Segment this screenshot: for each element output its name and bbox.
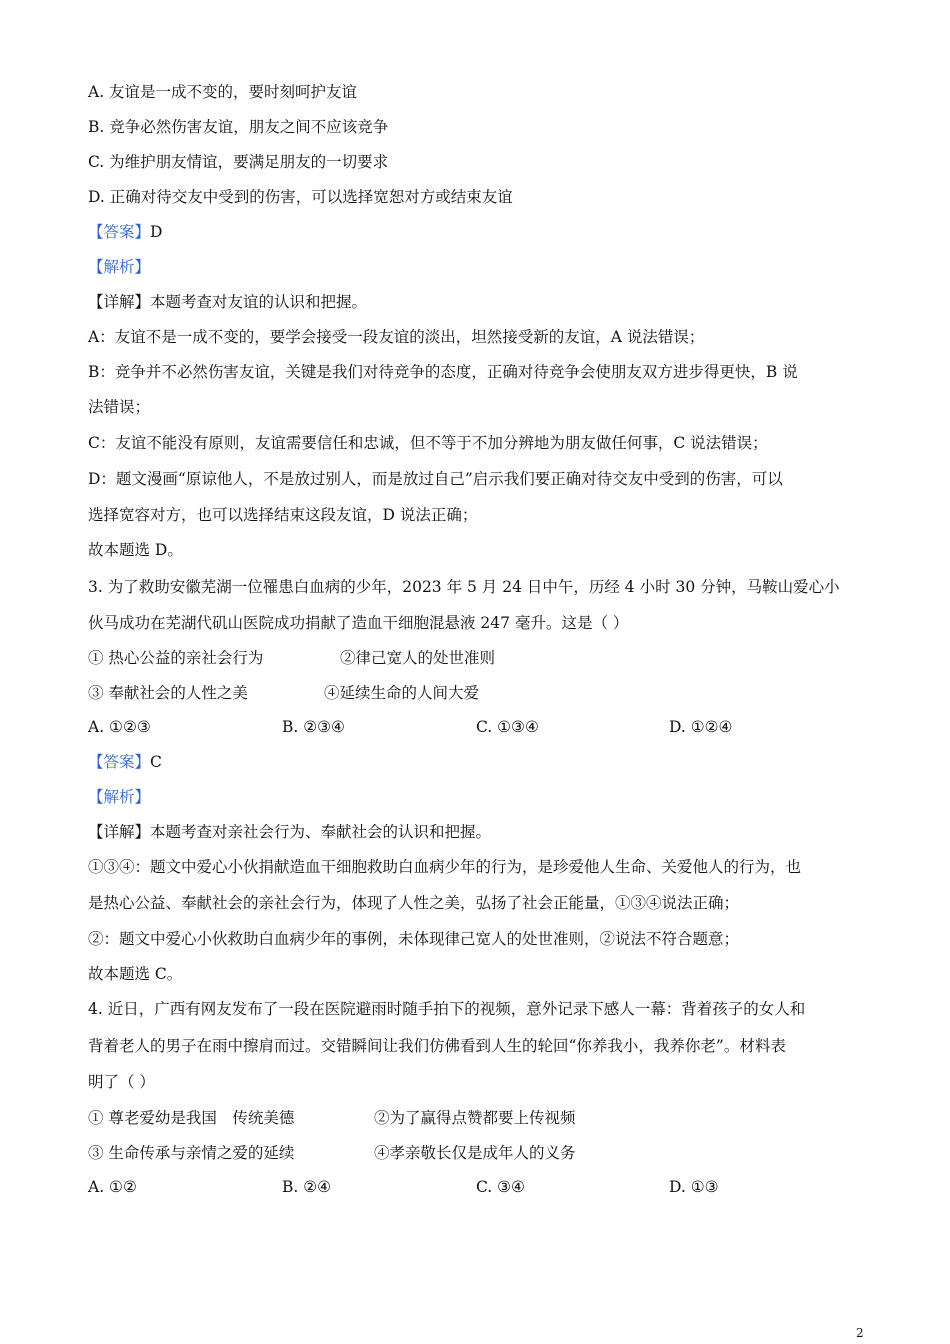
q3-stem-1: 伙马成功在芜湖代矶山医院成功捐献了造血干细胞混悬液 247 毫升。这是（ ）	[88, 614, 629, 632]
q4-stem-0: 4. 近日，广西有网友发布了一段在医院避雨时随手拍下的视频，意外记录下感人一幕：背着孩子的女人和	[88, 1000, 806, 1018]
q3-statement-1: ① 热心公益的亲社会行为	[88, 649, 264, 667]
q2-detail-6: 选择宽容对方，也可以选择结束这段友谊，D 说法正确；	[88, 506, 478, 524]
q2-detail-1: A：友谊不是一成不变的，要学会接受一段友谊的淡出，坦然接受新的友谊，A 说法错误；	[88, 328, 705, 346]
q2-detail-2: B：竞争并不必然伤害友谊，关键是我们对待竞争的态度，正确对待竞争会使朋友双方进步得更快，B 说	[88, 363, 798, 381]
q3-answer: C	[150, 753, 162, 771]
q4-choice-d: D. ①③	[669, 1178, 719, 1196]
answer-tag: 【答案】	[88, 753, 151, 771]
q3-detail-1: ①③④：题文中爱心小伙捐献造血干细胞救助白血病少年的行为，是珍爱他人生命、关爱他人的行为，也	[88, 858, 802, 876]
q4-statement-1: ① 尊老爱幼是我国 传统美德	[88, 1109, 295, 1127]
q4-statement-2: ②为了赢得点赞都要上传视频	[374, 1109, 576, 1127]
q4-statement-4: ④孝亲敬长仅是成年人的义务	[374, 1144, 576, 1162]
q2-detail-7: 故本题选 D。	[88, 541, 183, 559]
q4-choice-a: A. ①②	[88, 1178, 137, 1196]
q3-detail-3: ②：题文中爱心小伙救助白血病少年的事例，未体现律己宽人的处世准则，②说法不符合题意；	[88, 930, 740, 948]
q3-statement-2: ②律己宽人的处世准则	[340, 649, 496, 667]
q4-statement-3: ③ 生命传承与亲情之爱的延续	[88, 1144, 295, 1162]
q3-detail-0: 【详解】本题考查对亲社会行为、奉献社会的认识和把握。	[88, 823, 492, 841]
q3-statement-3: ③ 奉献社会的人性之美	[88, 684, 248, 702]
q3-answer-line	[88, 752, 162, 772]
q4-stem-2: 明了（ ）	[88, 1073, 155, 1091]
q2-analysis-tag: 【解析】	[88, 258, 151, 276]
q2-option-d: D. 正确对待交友中受到的伤害，可以选择宽恕对方或结束友谊	[88, 188, 513, 206]
answer-tag: 【答案】	[88, 223, 151, 241]
q2-answer: D	[150, 223, 163, 241]
page-number: 2	[856, 1326, 864, 1340]
q4-choice-c: C. ③④	[476, 1178, 525, 1196]
q3-choice-b: B. ②③④	[282, 718, 345, 736]
q3-analysis-tag: 【解析】	[88, 788, 151, 806]
q3-choice-d: D. ①②④	[669, 718, 733, 736]
q3-statement-4: ④延续生命的人间大爱	[324, 684, 480, 702]
q3-detail-2: 是热心公益、奉献社会的亲社会行为，体现了人性之美，弘扬了社会正能量，①③④说法正确；	[88, 894, 740, 912]
q2-answer-line	[88, 222, 162, 242]
q2-detail-4: C：友谊不能没有原则，友谊需要信任和忠诚，但不等于不加分辨地为朋友做任何事，C 说法错误；	[88, 434, 768, 452]
q2-detail-3: 法错误；	[88, 398, 151, 416]
q4-stem-1: 背着老人的男子在雨中擦肩而过。交错瞬间让我们仿佛看到人生的轮回“你养我小，我养你老”。材料表	[88, 1037, 786, 1055]
q2-option-b: B. 竞争必然伤害友谊，朋友之间不应该竞争	[88, 118, 389, 136]
q3-choice-a: A. ①②③	[88, 718, 151, 736]
q2-detail-0: 【详解】本题考查对友谊的认识和把握。	[88, 293, 368, 311]
q3-choice-c: C. ①③④	[476, 718, 539, 736]
q3-detail-4: 故本题选 C。	[88, 965, 183, 983]
q4-choice-b: B. ②④	[282, 1178, 332, 1196]
q2-option-c: C. 为维护朋友情谊，要满足朋友的一切要求	[88, 153, 389, 171]
q3-stem-0: 3. 为了救助安徽芜湖一位罹患白血病的少年，2023 年 5 月 24 日中午，历经 4 小时 30 分钟，马鞍山爱心小	[88, 578, 840, 596]
q2-detail-5: D：题文漫画“原谅他人，不是放过别人，而是放过自己”启示我们要正确对待交友中受到的伤害，可以	[88, 470, 783, 488]
q2-option-a: A. 友谊是一成不变的，要时刻呵护友谊	[88, 83, 358, 101]
